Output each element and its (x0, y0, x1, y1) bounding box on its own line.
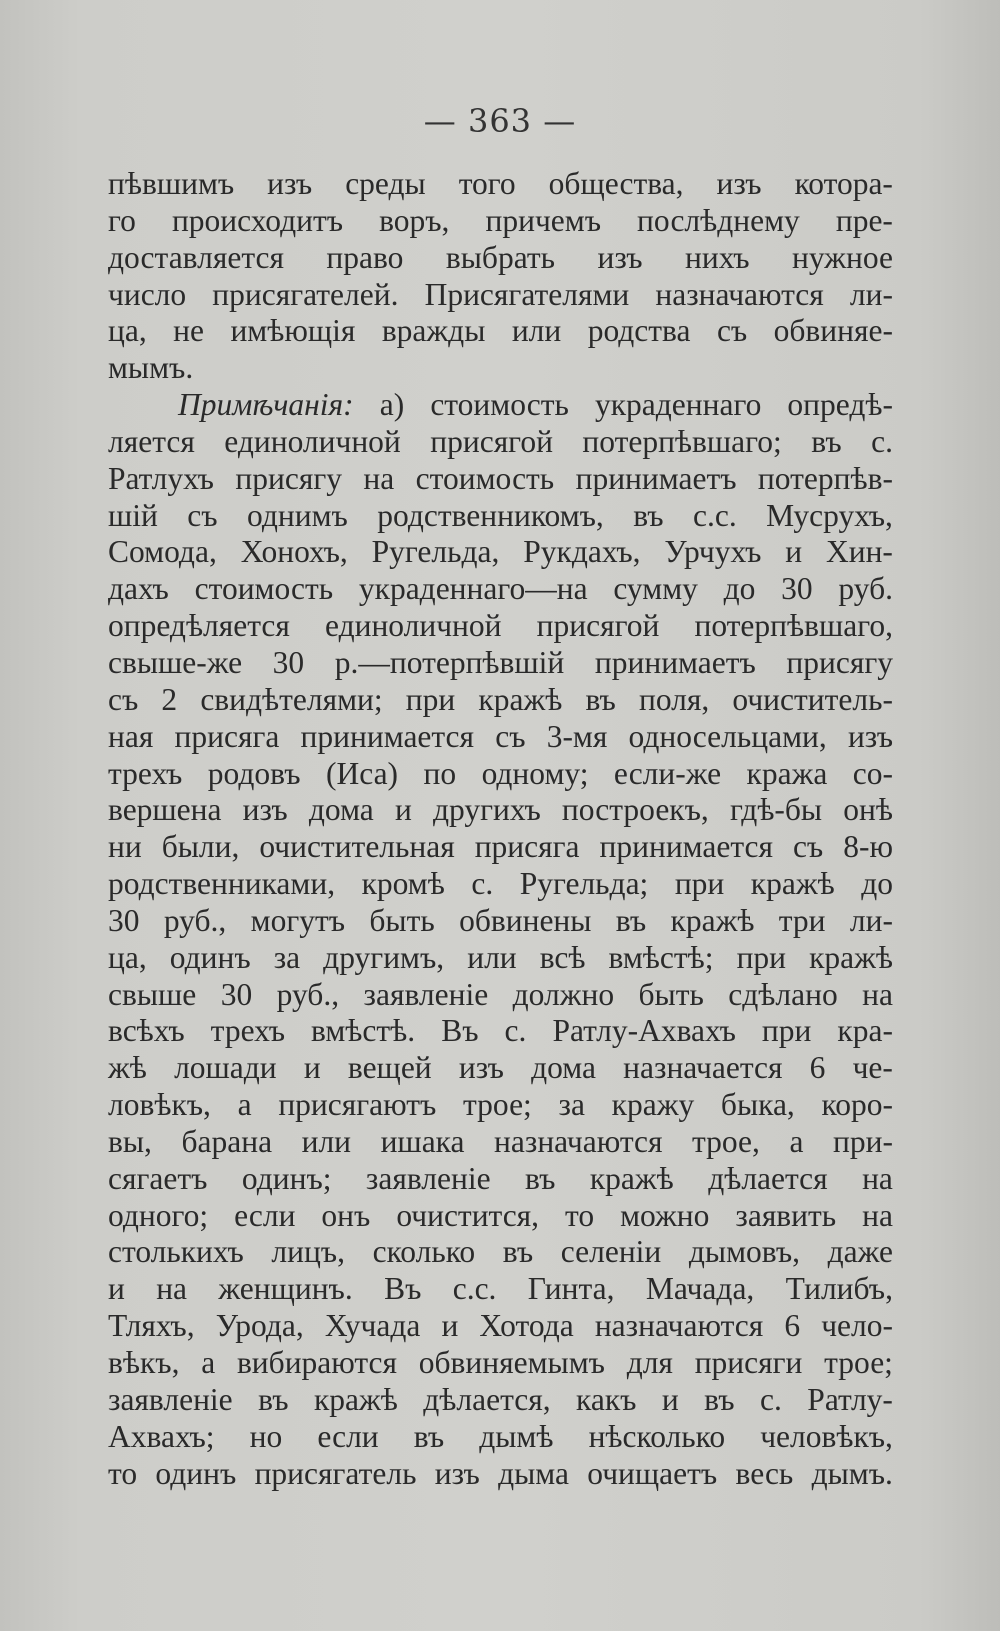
word: или (301, 1123, 352, 1159)
word: 30 (781, 571, 813, 607)
text-line (108, 1308, 893, 1345)
word: Ратлухъ (108, 460, 214, 496)
word: одинъ (169, 939, 251, 975)
word: кра- (837, 1013, 893, 1049)
word: вѣкъ, (108, 1345, 180, 1380)
word: въ (258, 1381, 289, 1417)
word: украденнаго (594, 387, 762, 423)
word: с.с. (452, 1271, 497, 1307)
word: а) (379, 387, 405, 423)
word: а (237, 1087, 252, 1123)
word: очистительная (259, 829, 455, 865)
word: котора- (794, 166, 893, 201)
word: односельцами, (628, 718, 827, 754)
word: быка, (720, 1087, 795, 1123)
word: присягатель (254, 1455, 417, 1491)
word: 8-ю (843, 829, 893, 865)
word: руб. (838, 571, 893, 607)
word: Хотода (479, 1308, 574, 1344)
text-line (108, 792, 893, 829)
word: украденнаго—на (358, 571, 588, 607)
word: дымѣ (479, 1418, 554, 1454)
word: Урода, (215, 1308, 304, 1344)
word: онъ (321, 1197, 371, 1233)
word: трое, (692, 1123, 760, 1159)
word: для (626, 1345, 673, 1380)
text-line (108, 571, 893, 608)
word: ли- (849, 902, 893, 938)
word: вещей (347, 1050, 432, 1086)
note-line (108, 387, 893, 424)
word: потерпѣвшаго; (582, 423, 782, 459)
word: че- (852, 1050, 893, 1086)
word: очищаетъ (587, 1455, 718, 1491)
text-line (108, 903, 893, 940)
text-line (108, 1234, 893, 1271)
word: Ратлу- (807, 1381, 893, 1417)
page-number: — 363 — (423, 102, 577, 140)
word: или (511, 313, 562, 349)
word: дома (308, 792, 374, 828)
word: пѣвшимъ (108, 166, 235, 201)
word: вибираются (236, 1345, 398, 1380)
word: трехъ (108, 755, 183, 791)
word: заявленіе (363, 976, 489, 1012)
word: или (467, 939, 517, 975)
word: сумму (613, 571, 698, 607)
text-line (108, 1456, 893, 1493)
text-line (108, 1345, 893, 1382)
word: если (317, 1418, 379, 1454)
word: одинъ (155, 1455, 237, 1491)
word: трехъ (210, 1013, 285, 1049)
word: при- (832, 1123, 893, 1159)
word: одному; (481, 755, 589, 791)
word: родственниками, (108, 866, 336, 902)
word: 30 (272, 644, 305, 680)
word: присяги (694, 1345, 803, 1380)
word: присягу (786, 644, 893, 680)
text-line (108, 461, 893, 498)
word: быть (369, 902, 435, 938)
word: свидѣтелями; (200, 681, 383, 717)
word: кражѣ (478, 681, 563, 717)
text-line (108, 1124, 893, 1161)
word: одного; (108, 1197, 209, 1233)
word: 6 (784, 1308, 801, 1344)
word: до (723, 571, 756, 607)
word: Мусрухъ, (766, 497, 893, 533)
text-line (108, 240, 893, 277)
word: Рукдахъ, (523, 534, 641, 570)
word: потерпѣв- (757, 460, 893, 496)
word: трое; (463, 1087, 532, 1123)
word: Тляхъ, (108, 1308, 195, 1344)
word: Урчухъ (664, 534, 762, 570)
word: до (861, 866, 893, 902)
word: Ругельда; (519, 866, 649, 902)
word: нихъ (685, 239, 750, 275)
word: могутъ (250, 902, 346, 938)
word: 3-мя (546, 718, 608, 754)
word: на (862, 976, 893, 1012)
word: вы, (108, 1123, 152, 1159)
word: изъ (597, 239, 643, 275)
word: даже (827, 1234, 893, 1270)
word: кромѣ (361, 866, 445, 902)
word: Въ (441, 1013, 479, 1049)
word: свыше-же (108, 644, 243, 680)
word: и (394, 792, 412, 828)
word: со- (852, 755, 893, 791)
word: по (423, 755, 457, 791)
word: стоимость (415, 460, 555, 496)
word: присягаютъ (278, 1087, 437, 1123)
word: послѣднему (637, 202, 800, 238)
word: вражды (381, 313, 486, 349)
text-line (108, 1419, 893, 1456)
word: назначаются (594, 1308, 764, 1344)
word: въ (502, 1234, 534, 1270)
word: единоличной (224, 423, 401, 459)
word: того (458, 166, 516, 201)
word: кражѣ (589, 1160, 674, 1196)
text-line (108, 1161, 893, 1198)
word: го (108, 202, 136, 238)
word: назначаются (655, 276, 824, 312)
word: обвиняемымъ (418, 1345, 605, 1380)
text-line (108, 203, 893, 240)
word: заявленіе (365, 1160, 491, 1196)
text-line (108, 608, 893, 645)
word: если-же (613, 755, 722, 791)
word: опредѣ- (787, 387, 893, 423)
word: ца, (108, 313, 147, 349)
word: заявленіе (108, 1381, 233, 1417)
word: принимается (599, 829, 773, 865)
word: всѣ (539, 939, 586, 975)
word: чело- (821, 1308, 893, 1344)
word: поля, (638, 681, 710, 717)
word: ца, (108, 939, 147, 975)
word: Сомода, (108, 534, 217, 570)
word: въ (525, 1160, 556, 1196)
word: опредѣляется (108, 608, 290, 644)
text-line (108, 1382, 893, 1419)
word: дымъ. (811, 1455, 893, 1491)
word: селеніи (560, 1234, 662, 1270)
word: съ (716, 313, 748, 349)
word: ная (108, 718, 154, 754)
text-line (108, 719, 893, 756)
word: при (736, 939, 787, 975)
word: имѣющія (230, 313, 356, 349)
text-line (108, 756, 893, 793)
word: Ахвахъ; (108, 1418, 215, 1454)
text-line (108, 1271, 893, 1308)
word: дахъ (108, 571, 169, 607)
word: Въ (384, 1271, 422, 1307)
body-text (108, 166, 893, 1492)
word: принимается (300, 718, 475, 754)
word: трое; (824, 1345, 893, 1380)
word: ли- (849, 276, 893, 312)
word: кражѣ (750, 866, 835, 902)
word: всѣхъ (108, 1013, 185, 1049)
word: въ (413, 1418, 445, 1454)
word: воръ, (379, 202, 450, 238)
word: присягой (430, 423, 553, 459)
text-line (108, 1013, 893, 1050)
word: три (778, 902, 826, 938)
word: за (558, 1087, 585, 1123)
word: ишака (380, 1123, 465, 1159)
word: принимаетъ (594, 644, 756, 680)
word: кражу (611, 1087, 695, 1123)
word: при (761, 1013, 812, 1049)
word: другихъ (433, 792, 541, 828)
word: можно (620, 1197, 710, 1233)
word: сколько (372, 1234, 476, 1270)
word: на (363, 460, 395, 496)
word: нѣсколько (588, 1418, 726, 1454)
text-line (108, 1087, 893, 1124)
word: лицъ, (271, 1234, 345, 1270)
word: пре- (835, 202, 893, 238)
word: и (303, 1050, 321, 1086)
word: кражѣ (670, 902, 755, 938)
word: с. (471, 866, 494, 902)
word: построекъ, (561, 792, 709, 828)
word: вмѣстѣ; (608, 939, 714, 975)
text-line (108, 313, 893, 350)
word: коро- (821, 1087, 893, 1123)
word: право (326, 239, 404, 275)
word: на (862, 1197, 893, 1233)
word: съ (792, 829, 824, 865)
word: гдѣ-бы (729, 792, 823, 828)
word: Хонохъ, (240, 534, 348, 570)
text-line (108, 424, 893, 461)
text-line (108, 534, 893, 571)
word: вмѣстѣ. (311, 1013, 416, 1049)
word: изъ (242, 792, 288, 828)
word: назначаются (494, 1123, 663, 1159)
word: а (201, 1345, 216, 1380)
word: какъ (576, 1381, 637, 1417)
note-label: Примѣчанія: (178, 387, 354, 423)
text-line (108, 977, 893, 1014)
word: общества, (548, 166, 684, 201)
word: изъ (267, 166, 313, 201)
text-line: мымъ. (108, 350, 194, 386)
word: были, (161, 829, 240, 865)
word: жѣ (108, 1050, 147, 1086)
word: число (108, 276, 187, 312)
word: единоличной (325, 608, 502, 644)
word: Мачада, (645, 1271, 755, 1307)
word: изъ (458, 1050, 504, 1086)
word: обвинены (459, 902, 592, 938)
word: человѣкъ, (760, 1418, 893, 1454)
word: изъ (716, 166, 762, 201)
word: с. (504, 1013, 527, 1049)
word: присяга (474, 829, 580, 865)
text-line (108, 498, 893, 535)
word: принимаетъ (575, 460, 737, 496)
word: очиститель- (732, 681, 893, 717)
word: съ (108, 681, 139, 717)
word: родства (587, 313, 691, 349)
word: а (789, 1123, 804, 1159)
word: происходитъ (171, 202, 344, 238)
word: ляется (108, 423, 195, 459)
word: руб., (276, 976, 340, 1012)
word: 2 (161, 681, 178, 717)
word: Присягателями (424, 276, 630, 312)
word: и (661, 1381, 679, 1417)
word: 30 (220, 976, 253, 1012)
word: стоимость (430, 387, 569, 423)
text-line (108, 682, 893, 719)
word: въ (811, 423, 842, 459)
word: въ (633, 497, 664, 533)
word: дѣлается, (423, 1381, 551, 1417)
text-line (108, 166, 893, 203)
word: сягаетъ (108, 1160, 208, 1196)
word: кражѣ (809, 939, 893, 975)
word: съ (187, 497, 218, 533)
word: если (234, 1197, 296, 1233)
word: присягу (235, 460, 342, 496)
text-line (108, 645, 893, 682)
word: съ (495, 718, 526, 754)
word: нужное (792, 239, 893, 275)
word: на (156, 1271, 188, 1307)
word: въ (615, 902, 647, 938)
word: Хучада (324, 1308, 421, 1344)
word: р.—потерпѣвшій (334, 644, 565, 680)
word: въ (585, 681, 616, 717)
word: то (108, 1455, 138, 1491)
word: и (441, 1308, 459, 1344)
word: присягателей. (212, 276, 399, 312)
word: доставляется (108, 239, 284, 275)
word: изъ (847, 718, 893, 754)
word: 6 (809, 1050, 826, 1086)
word: изъ (434, 1455, 480, 1491)
word: кража (746, 755, 828, 791)
word: должно (512, 976, 615, 1012)
word: не (173, 313, 204, 349)
word: барана (181, 1123, 273, 1159)
word: и (785, 534, 803, 570)
word: женщинъ. (218, 1271, 353, 1307)
word: кражѣ (313, 1381, 398, 1417)
word: ни (108, 829, 142, 865)
text-line (108, 277, 893, 314)
word: но (249, 1418, 283, 1454)
text-line (108, 1050, 893, 1087)
text-line (108, 940, 893, 977)
word: на (862, 1160, 893, 1196)
word: руб., (163, 902, 227, 938)
word: (Иса) (325, 755, 399, 791)
word: Гинта, (527, 1271, 615, 1307)
word: то (565, 1197, 595, 1233)
word: причемъ (485, 202, 601, 238)
word: одинъ; (241, 1160, 332, 1196)
word: потерпѣвшаго, (694, 608, 893, 644)
word: свыше (108, 976, 197, 1012)
word: столькихъ (108, 1234, 244, 1270)
word: родовъ (207, 755, 301, 791)
word: шій (108, 497, 158, 533)
word: с. (871, 423, 893, 459)
word: стоимость (194, 571, 334, 607)
word: назначается (623, 1050, 783, 1086)
word: ловѣкъ, (108, 1087, 211, 1123)
word: онѣ (843, 792, 893, 828)
word: и (108, 1271, 125, 1307)
word: Тилибъ, (785, 1271, 893, 1307)
word: дѣлается (708, 1160, 828, 1196)
word: Хин- (825, 534, 893, 570)
word: выбрать (445, 239, 556, 275)
word: среды (345, 166, 426, 201)
text-line (108, 866, 893, 903)
word: за (273, 939, 301, 975)
word: лошади (174, 1050, 277, 1086)
word: присягой (536, 608, 660, 644)
word: дымовъ, (688, 1234, 801, 1270)
word: другимъ, (323, 939, 445, 975)
word: при (405, 681, 456, 717)
word: при (674, 866, 725, 902)
word: вершена (108, 792, 222, 828)
word: присяга (174, 718, 280, 754)
word: сдѣлано (728, 976, 838, 1012)
word: родственникомъ, (377, 497, 604, 533)
word: однимъ (247, 497, 348, 533)
word: дыма (498, 1455, 569, 1491)
text-line (108, 829, 893, 866)
word: очистится, (396, 1197, 540, 1233)
word: с.с. (693, 497, 737, 533)
word: Ратлу-Ахвахъ (552, 1013, 736, 1049)
word: весь (735, 1455, 794, 1491)
word: с. (760, 1381, 782, 1417)
word: Ругельда, (371, 534, 500, 570)
word: заявить (735, 1197, 837, 1233)
word: быть (638, 976, 704, 1012)
word: обвиняе- (773, 313, 893, 349)
text-line (108, 1198, 893, 1235)
word: дома (531, 1050, 596, 1086)
word: 30 (108, 902, 140, 938)
word: въ (704, 1381, 735, 1417)
